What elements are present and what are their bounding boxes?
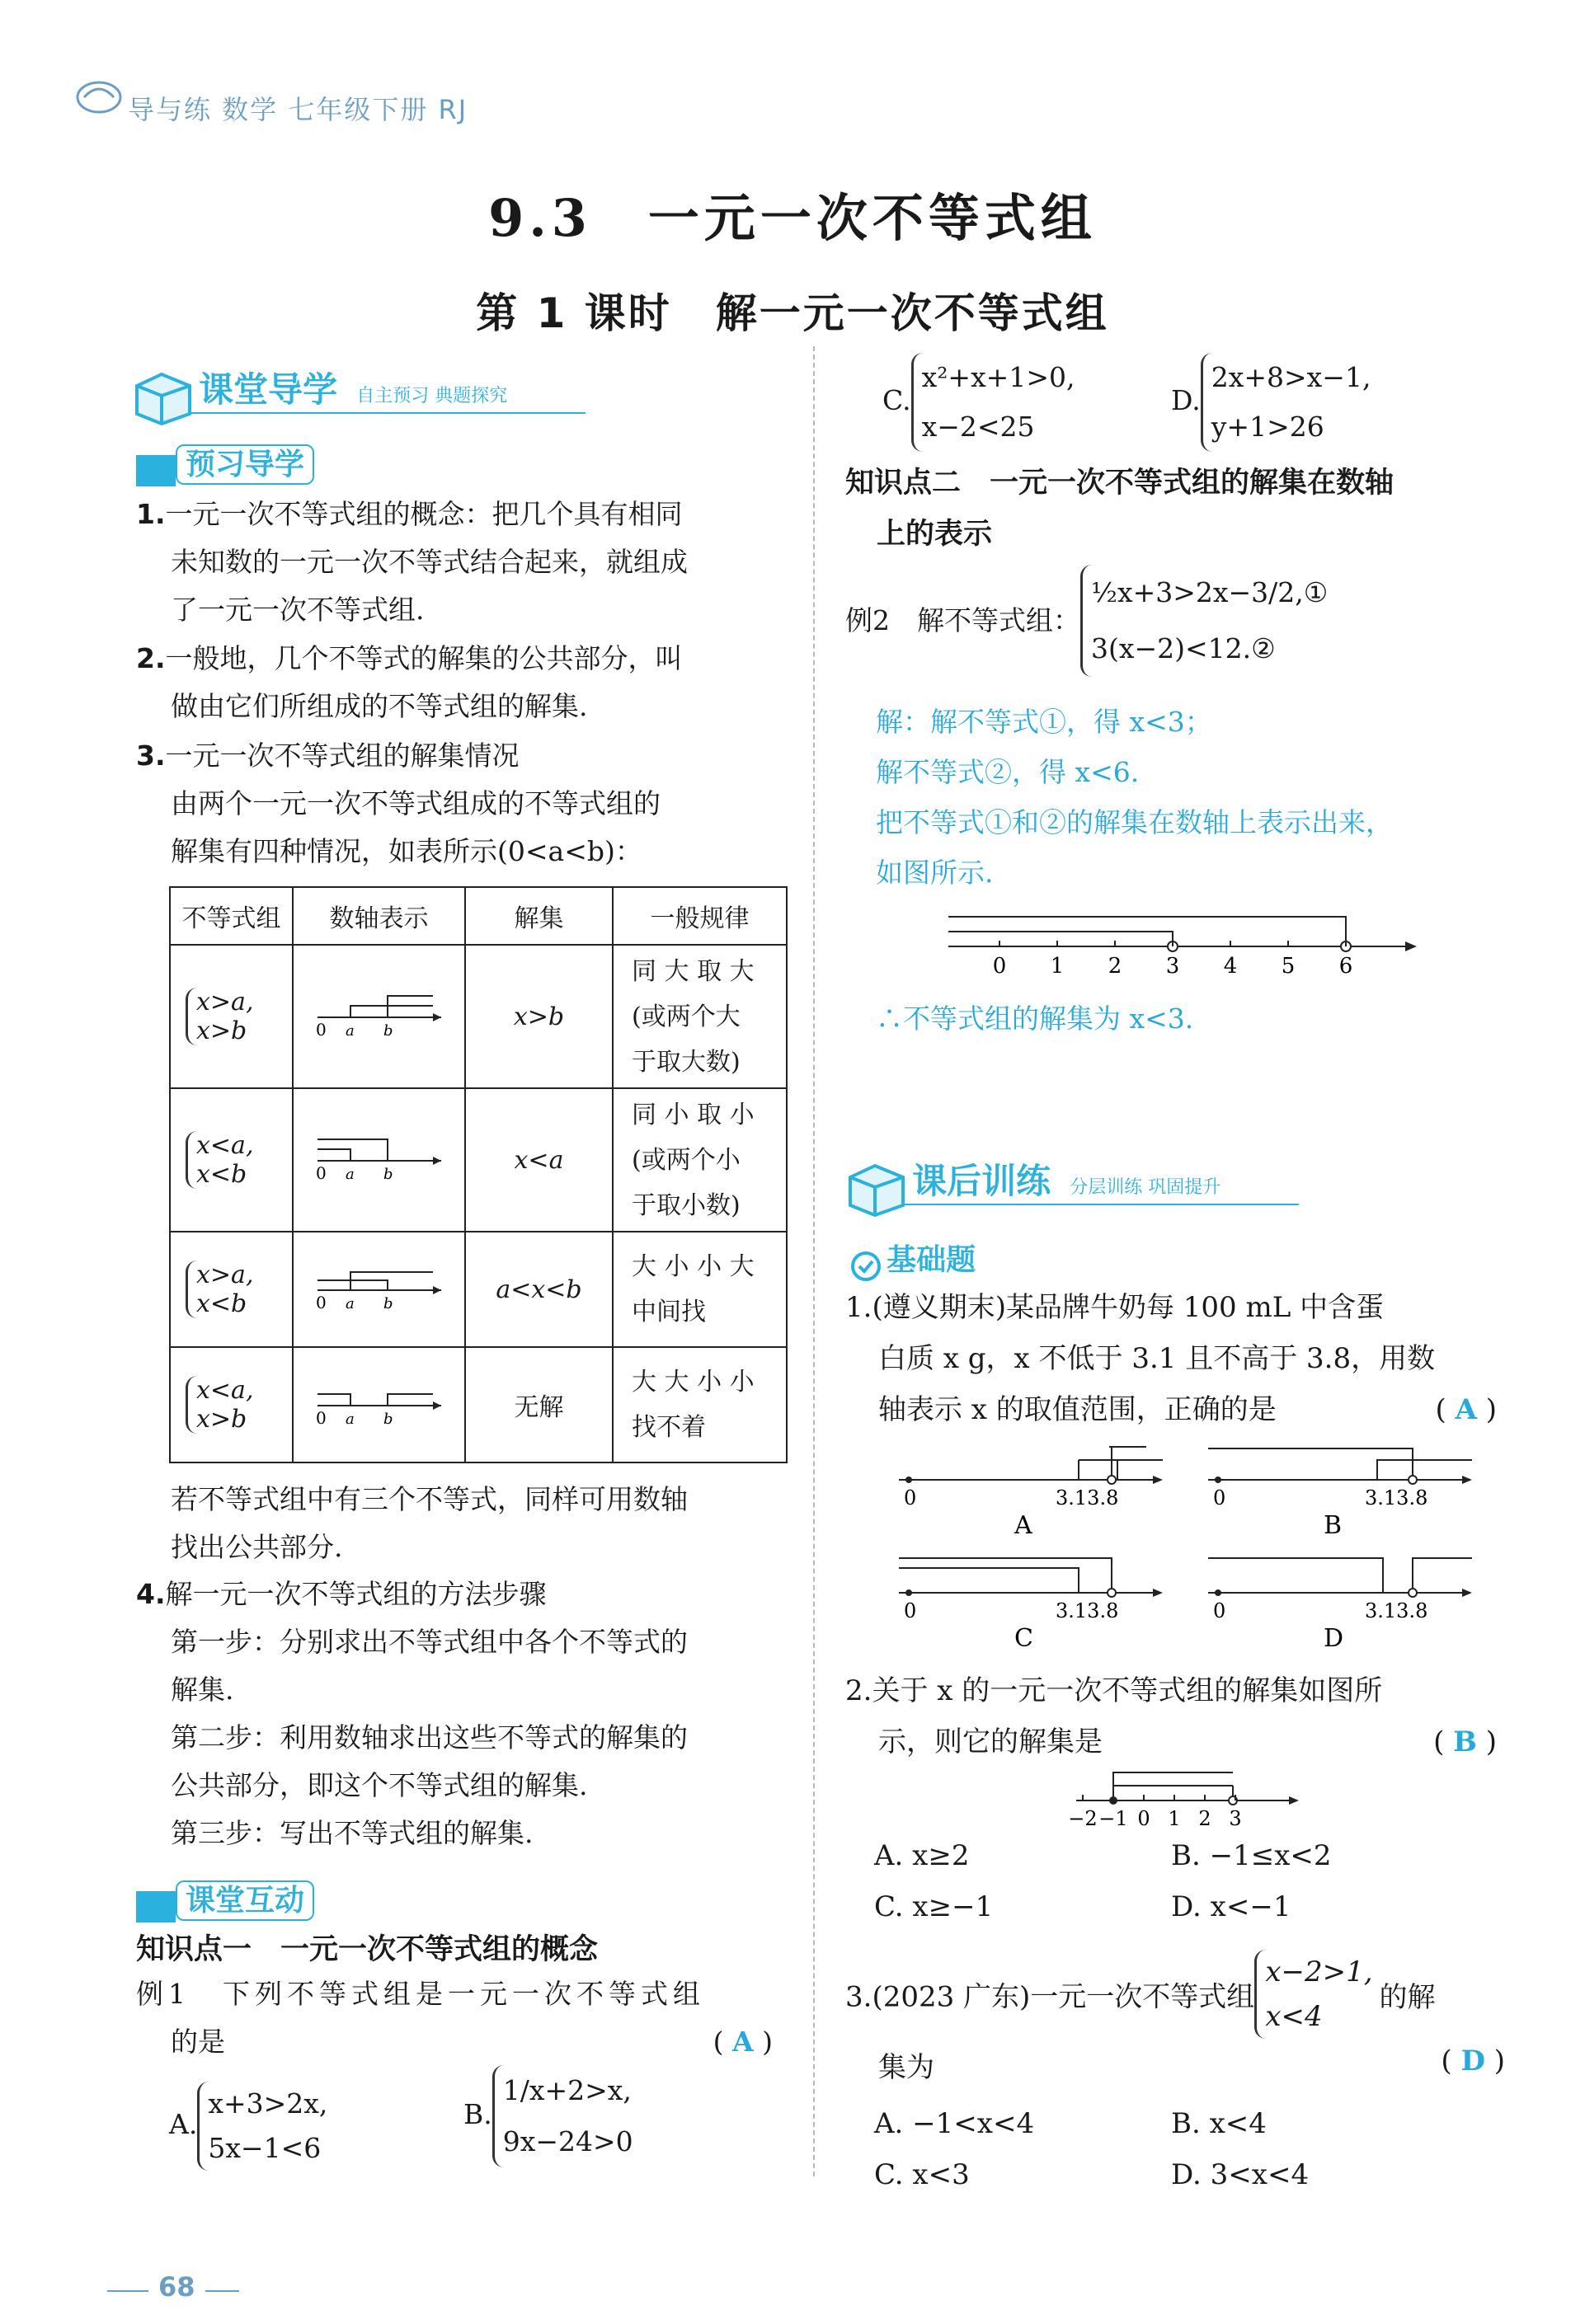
- example-2-conclusion: ∴不等式组的解集为 x<3.: [876, 1002, 1194, 1035]
- svg-text:b: b: [383, 1411, 393, 1428]
- knowledge-point-1: 知识点一 一元一次不等式组的概念: [136, 1933, 599, 1966]
- svg-text:0: 0: [1213, 1599, 1226, 1622]
- option: C. x<3: [874, 2158, 970, 2191]
- section-classroom-guide: [132, 363, 507, 427]
- svg-text:3.13.8: 3.13.8: [1365, 1599, 1428, 1622]
- question-3: 3.(2023 广东)一元一次不等式组x−2>1, x<4的解: [845, 1950, 1513, 2039]
- svg-text:a: a: [345, 1295, 355, 1312]
- option: D. x<−1: [1171, 1890, 1291, 1923]
- table-row: x<a, x>b 0 a b 无解 大 大 小 小 找不着: [170, 1347, 787, 1462]
- svg-text:a: a: [345, 1411, 355, 1428]
- svg-text:b: b: [383, 1166, 393, 1183]
- tick-label: −1: [1098, 1807, 1128, 1830]
- svg-text:A: A: [1014, 1511, 1032, 1538]
- svg-text:3.13.8: 3.13.8: [1365, 1486, 1428, 1509]
- svg-text:0: 0: [1213, 1486, 1226, 1509]
- question-3-options: [874, 2098, 1517, 2200]
- question-1-answer: A: [1455, 1393, 1477, 1426]
- svg-text:3.13.8: 3.13.8: [1056, 1599, 1119, 1622]
- svg-text:0: 0: [315, 1020, 327, 1040]
- tick-label: 2: [1108, 954, 1122, 979]
- option: B. −1≤x<2: [1171, 1839, 1332, 1872]
- knowledge-point-2: 知识点二 一元一次不等式组的解集在数轴 上的表示: [845, 467, 1395, 551]
- question-1-option-b-diagram: [1200, 1439, 1480, 1538]
- question-1-option-a-diagram: [891, 1439, 1171, 1538]
- example-1-option-d: D.2x+8>x−1, y+1>26: [1171, 353, 1371, 452]
- svg-text:3.13.8: 3.13.8: [1056, 1486, 1119, 1509]
- tick-label: 3: [1165, 954, 1180, 979]
- header-logo: [74, 74, 120, 115]
- section-after-class: 课后训练 分层训练 巩固提升: [845, 1154, 1220, 1218]
- item-3: 3.一元一次不等式组的解集情况 由两个一元一次不等式组成的不等式组的 解集有四种情况，如表所示(0<a<b)：: [136, 739, 661, 867]
- tick-label: 2: [1198, 1807, 1211, 1830]
- question-2-options: [874, 1830, 1517, 1932]
- example-2: 例2 解不等式组：½x+3>2x−3/2,① 3(x−2)<12.②: [845, 565, 1328, 677]
- table-row: x<a, x<b 0 a b x<a 同 小 取 小 (或两个小 于取小数): [170, 1088, 787, 1232]
- basic-heading: 基础题: [849, 1237, 976, 1283]
- cube-icon: [132, 369, 195, 427]
- tag-preview: 预习导学: [136, 441, 314, 486]
- tick-label: 4: [1223, 954, 1238, 979]
- cube-icon: [845, 1161, 908, 1218]
- check-circle-icon: [849, 1250, 882, 1283]
- question-3-answer: D: [1460, 2045, 1485, 2078]
- svg-text:C: C: [1014, 1624, 1033, 1649]
- question-1: 1.(遵义期末)某品牌牛奶每 100 mL 中含蛋 白质 x g，x 不低于 3.1 且不高于 3.8，用数 轴表示 x 的取值范围，正确的是 ( A ): [845, 1291, 1497, 1426]
- svg-text:0: 0: [315, 1408, 327, 1428]
- header-series: 导与练 数学 七年级下册 RJ: [128, 94, 468, 125]
- option: A. −1<x<4: [874, 2107, 1035, 2140]
- section-subtitle: 自主预习 典题探究: [356, 386, 508, 406]
- question-2: 2.关于 x 的一元一次不等式组的解集如图所 示，则它的解集是 ( B ): [845, 1674, 1497, 1758]
- svg-text:0: 0: [315, 1293, 327, 1312]
- question-3-line2: 集为 ( D ): [878, 2045, 1505, 2084]
- item-4: 4.解一元一次不等式组的方法步骤 第一步：分别求出不等式组中各个不等式的 解集. 第二步：利用数轴求出这些不等式的解集的 公共部分，即这个不等式组的解集. 第三步：写出不等式组的解集.: [136, 1578, 688, 1849]
- example-1-option-a: A.x+3>2x, 5x−1<6: [169, 2082, 327, 2171]
- section-underline: [190, 412, 586, 414]
- tick-label: −2: [1068, 1807, 1098, 1830]
- tick-label: 0: [992, 954, 1007, 979]
- svg-text:0: 0: [315, 1163, 327, 1183]
- example-2-solution: 解：解不等式①，得 x<3； 解不等式②，得 x<6. 把不等式①和②的解集在数轴上表示出来， 如图所示.: [876, 706, 1393, 889]
- column-divider: [813, 346, 815, 2176]
- solution-cases-table: 不等式组 数轴表示 解集 一般规律 x>a, x>b 0 a b x>b 同 大 取 大 (或两个大 于取大数) x<a, x<b 0 a b x<a 同 小 取 小 (或两个小 于取小数) x>a, x<b 0 a b a<x<b 大 小 小 大 中间找 x<a, x>b 0 a b 无解 大 大 小 小 找不着: [169, 886, 788, 1463]
- option: D. 3<x<4: [1171, 2158, 1310, 2191]
- option: B. x<4: [1171, 2107, 1267, 2140]
- tick-label: 3: [1229, 1807, 1242, 1830]
- question-2-answer: B: [1453, 1725, 1477, 1758]
- page-title: 9.3 一元一次不等式组: [488, 188, 1097, 248]
- tick-label: 5: [1281, 954, 1296, 979]
- svg-text:a: a: [345, 1022, 355, 1040]
- section-underline: [903, 1204, 1299, 1205]
- tag-classroom: 课堂互动: [136, 1877, 314, 1923]
- tick-label: 1: [1050, 954, 1065, 979]
- note: 若不等式组中有三个不等式，同样可用数轴 找出公共部分.: [171, 1483, 688, 1563]
- section-title: 课堂导学: [199, 369, 338, 410]
- item-2: 2.一般地，几个不等式的解集的公共部分，叫 做由它们所组成的不等式组的解集.: [136, 642, 683, 722]
- question-1-option-c-diagram: [891, 1550, 1171, 1649]
- option: C. x≥−1: [874, 1890, 994, 1923]
- page-subtitle: 第 1 课时 解一元一次不等式组: [476, 289, 1109, 337]
- table-row: x>a, x<b 0 a b a<x<b 大 小 小 大 中间找: [170, 1232, 787, 1347]
- tick-label: 6: [1338, 954, 1353, 979]
- option: A. x≥2: [874, 1839, 970, 1872]
- svg-text:b: b: [383, 1295, 393, 1312]
- example-1-option-c: C.x²+x+1>0, x−2<25: [882, 353, 1075, 452]
- svg-text:0: 0: [904, 1486, 917, 1509]
- example-1-option-b: B.1/x+2>x, 9x−24>0: [463, 2065, 633, 2167]
- svg-text:D: D: [1324, 1624, 1344, 1649]
- svg-text:B: B: [1324, 1511, 1343, 1538]
- item-1: 1.一元一次不等式组的概念：把几个具有相同 未知数的一元一次不等式结合起来，就组成 了一元一次不等式组.: [136, 498, 688, 626]
- page-number: 68: [148, 2271, 205, 2303]
- question-1-option-d-diagram: [1200, 1550, 1480, 1649]
- example-1-answer: A: [732, 2026, 754, 2058]
- example-2-number-line: [932, 899, 1427, 989]
- svg-text:b: b: [383, 1022, 393, 1040]
- tick-label: 1: [1168, 1807, 1181, 1830]
- table-row: x>a, x>b 0 a b x>b 同 大 取 大 (或两个大 于取大数): [170, 945, 787, 1088]
- tick-label: 0: [1137, 1807, 1150, 1830]
- svg-text:a: a: [345, 1166, 355, 1183]
- example-1: 例1 下列不等式组是一元一次不等式组 的是 ( A ): [136, 1978, 773, 2058]
- svg-text:0: 0: [904, 1599, 917, 1622]
